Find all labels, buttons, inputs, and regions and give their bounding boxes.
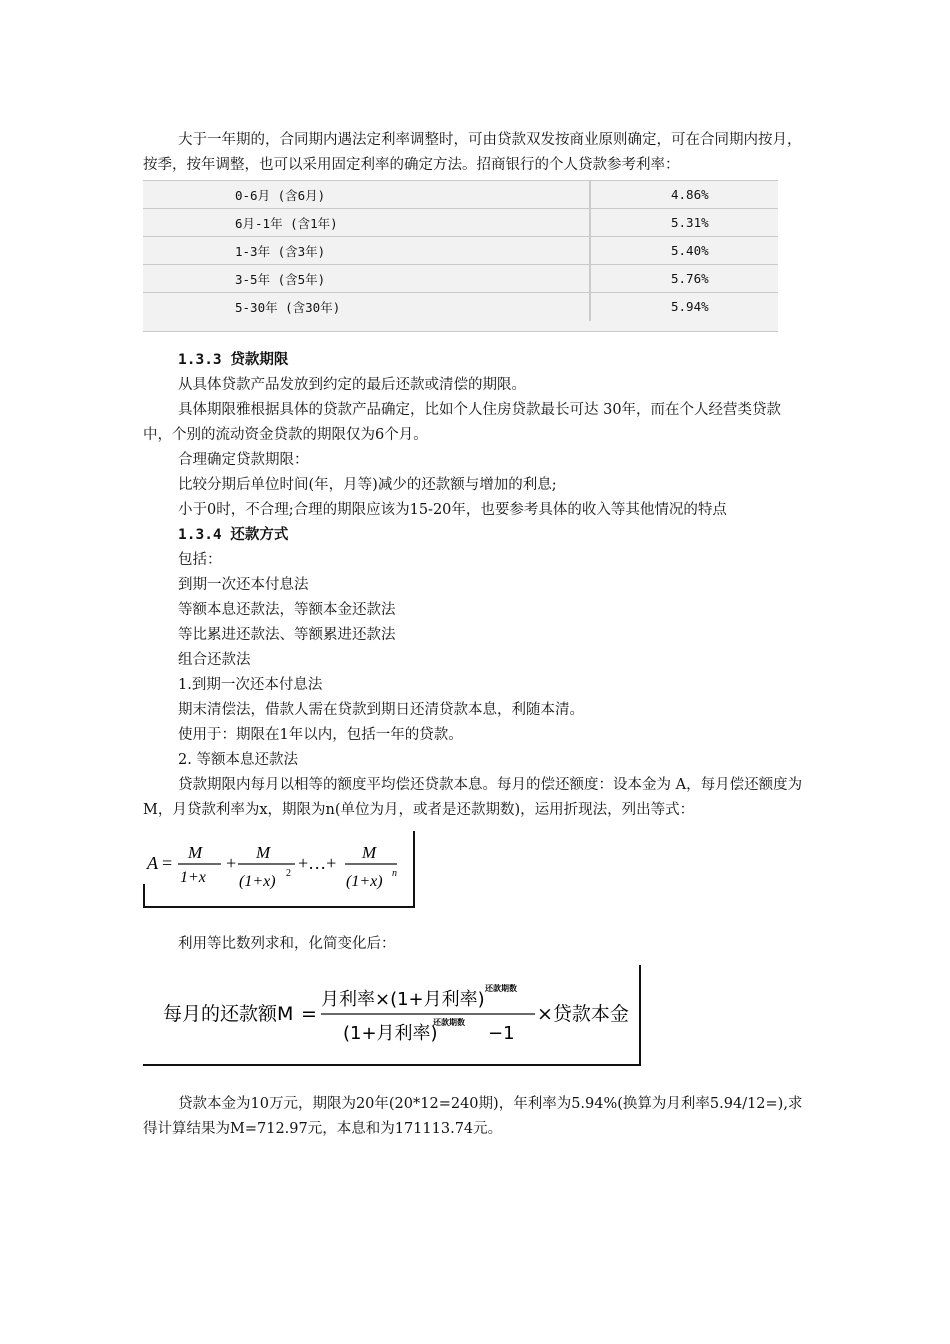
annuity-equation xyxy=(143,831,415,908)
rate-cell: 4.86% xyxy=(590,181,778,209)
equation-lhs: A xyxy=(147,852,158,873)
frame-right xyxy=(413,831,415,908)
table-row xyxy=(143,237,778,265)
frame-left xyxy=(143,884,145,908)
table-spacer xyxy=(143,321,778,332)
paragraph: 比较分期后单位时间(年，月等)减少的还款额与增加的利息; xyxy=(178,476,557,493)
paragraph: 合理确定贷款期限： xyxy=(178,451,309,468)
formula-lhs: 每月的还款额M xyxy=(163,1002,294,1025)
list-item: 等额本息还款法，等额本金还款法 xyxy=(178,601,396,618)
formula-svg xyxy=(143,965,641,1066)
equation-svg xyxy=(143,831,415,908)
denominator-1: 1+x xyxy=(180,868,206,886)
paragraph: 贷款期限内每月以相等的额度平均偿还贷款本息。每月的偿还额度：设本金为 A，每月偿还额度为M，月贷款利率为x，期限为n(单位为月，或者是还款期数)，运用折现法，列出等式： xyxy=(143,776,803,818)
rate-cell: 5.94% xyxy=(590,293,778,321)
list-item: 组合还款法 xyxy=(178,651,251,668)
rate-cell: 5.40% xyxy=(590,237,778,265)
frame-bottom xyxy=(143,906,415,908)
term-cell: 1-3年 (含3年) xyxy=(143,237,590,265)
list-item: 包括： xyxy=(178,551,222,568)
exponent-2: 2 xyxy=(286,867,291,879)
term-cell: 6月-1年 (含1年) xyxy=(143,209,590,237)
rate-cell: 5.31% xyxy=(590,209,778,237)
paragraph: 利用等比数列求和，化简变化后： xyxy=(178,935,396,952)
paragraph: 具体期限雅根据具体的贷款产品确定，比如个人住房贷款最长可达 30年，而在个人经营类贷款中，个别的流动资金贷款的期限仅为6个月。 xyxy=(143,401,782,443)
monthly-payment-formula xyxy=(143,965,641,1066)
list-item: 等比累进还款法、等额累进还款法 xyxy=(178,626,396,643)
term-cell: 5-30年 (含30年) xyxy=(143,293,590,321)
frame-right xyxy=(639,965,641,1066)
document-page xyxy=(143,128,808,1142)
section-heading-1-3-3: 1.3.3 贷款期限 xyxy=(178,351,289,368)
frame-bottom xyxy=(143,1064,641,1066)
intro-paragraph: 大于一年期的，合同期内遇法定利率调整时，可由贷款双发按商业原则确定，可在合同期内按月，按季，按年调整，也可以采用固定利率的确定方法。招商银行的个人贷款参考利率： xyxy=(143,132,802,173)
table-row xyxy=(143,293,778,321)
numerator: M xyxy=(188,842,203,862)
numerator: M xyxy=(362,842,377,862)
method-title: 1.到期一次还本付息法 xyxy=(178,676,323,693)
exponent-label: 还款期数 xyxy=(485,983,517,993)
ellipsis-terms: +…+ xyxy=(298,852,337,873)
denominator-2: (1+x) xyxy=(239,872,276,890)
formula-tail: ×贷款本金 xyxy=(537,1002,629,1025)
numerator: M xyxy=(256,842,271,862)
method-title: 2. 等额本息还款法 xyxy=(178,751,298,768)
table-row xyxy=(143,265,778,293)
formula-denominator: (1+月利率) xyxy=(343,1022,438,1044)
rate-cell: 5.76% xyxy=(590,265,778,293)
paragraph: 从具体贷款产品发放到约定的最后还款或清偿的期限。 xyxy=(178,376,526,393)
equals-sign: = xyxy=(301,1002,317,1025)
equals-sign: = xyxy=(162,852,173,873)
paragraph: 使用于：期限在1年以内，包括一年的贷款。 xyxy=(178,726,463,743)
rate-table xyxy=(143,180,778,332)
paragraph: 贷款本金为10万元，期限为20年(20*12=240期)，年利率为5.94%(换算为月利率5.94/12=),求得计算结果为M=712.97元，本息和为171113.74元。 xyxy=(143,1095,803,1137)
term-cell: 3-5年 (含5年) xyxy=(143,265,590,293)
table-row xyxy=(143,209,778,237)
exponent-label: 还款期数 xyxy=(433,1017,465,1027)
paragraph: 期末清偿法，借款人需在贷款到期日还清贷款本息，利随本清。 xyxy=(178,701,584,718)
exponent-n: n xyxy=(392,867,397,879)
table-spacer-row xyxy=(143,321,778,332)
denominator-n: (1+x) xyxy=(346,872,383,890)
formula-numerator: 月利率×(1+月利率) xyxy=(321,988,485,1010)
paragraph: 小于0时，不合理;合理的期限应该为15-20年，也要参考具体的收入等其他情况的特点 xyxy=(178,501,727,518)
term-cell: 0-6月 (含6月) xyxy=(143,181,590,209)
list-item: 到期一次还本付息法 xyxy=(178,576,309,593)
section-heading-1-3-4: 1.3.4 还款方式 xyxy=(178,526,289,543)
formula-minus-one: −1 xyxy=(488,1022,515,1044)
table-row xyxy=(143,181,778,209)
plus-sign: + xyxy=(226,852,237,873)
